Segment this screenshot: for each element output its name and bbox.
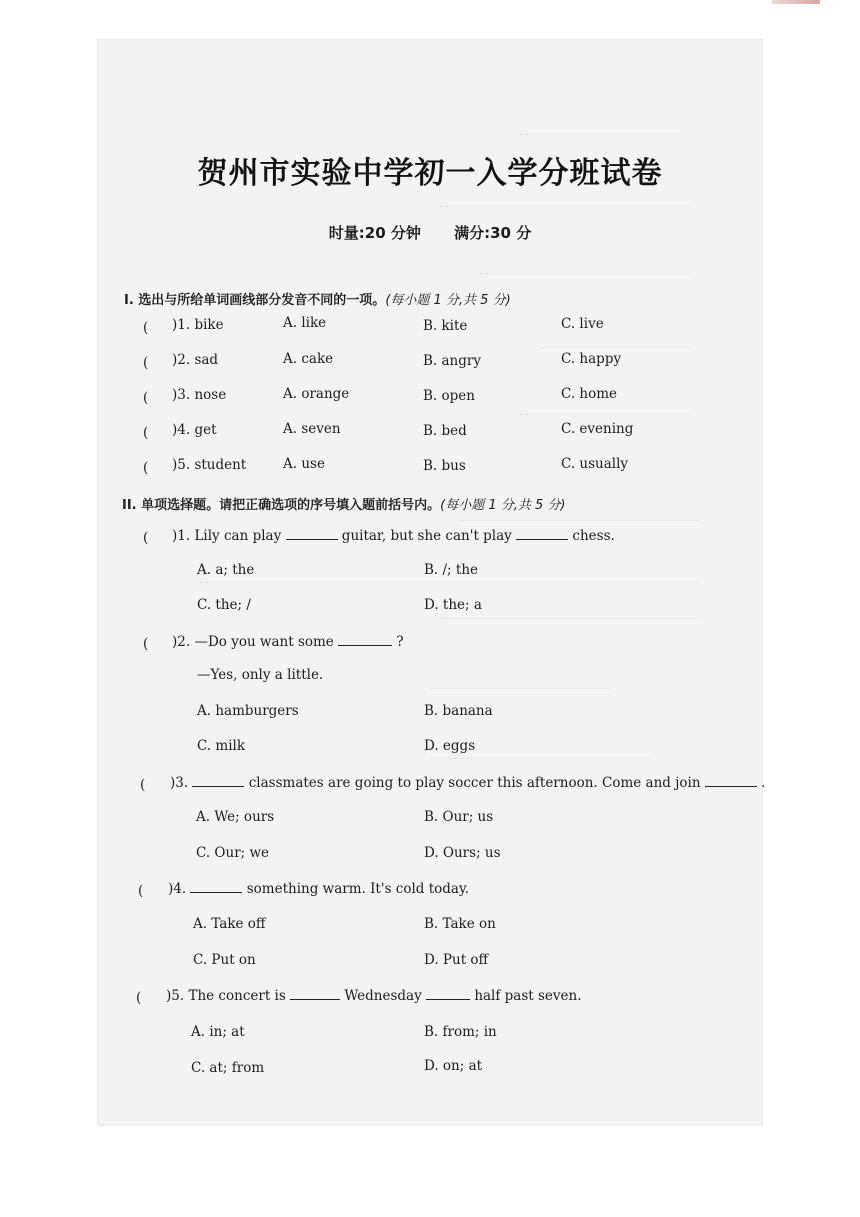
section-2-heading bbox=[122, 494, 566, 513]
exam-meta bbox=[0, 222, 860, 243]
option-b: B. Take on bbox=[424, 916, 496, 932]
answer-blank[interactable] bbox=[192, 774, 244, 787]
stem-text: . bbox=[761, 775, 766, 791]
option-c: C. happy bbox=[561, 351, 622, 367]
stem-text: something warm. It's cold today. bbox=[246, 881, 470, 897]
stem-text: chess. bbox=[572, 528, 615, 544]
option-a: A. hamburgers bbox=[197, 703, 299, 719]
answer-paren: ( bbox=[143, 320, 149, 336]
option-d: D. Put off bbox=[424, 952, 489, 968]
exam-title: 贺州市实验中学初一入学分班试卷 bbox=[197, 156, 663, 191]
option-a: A. use bbox=[283, 456, 325, 472]
question-3-word: )3. nose bbox=[172, 387, 227, 403]
answer-paren: ( bbox=[143, 390, 149, 406]
section-2-note: (每小题 1 分,共 5 分) bbox=[440, 498, 566, 513]
section-1-heading bbox=[124, 289, 511, 308]
option-c: C. the; / bbox=[197, 597, 251, 613]
option-b: B. /; the bbox=[424, 562, 478, 578]
answer-paren: ( bbox=[143, 530, 149, 546]
bleed-through-line bbox=[430, 688, 610, 699]
option-a: A. seven bbox=[283, 421, 341, 437]
answer-blank[interactable] bbox=[290, 987, 340, 1000]
stem-text: —Do you want some bbox=[194, 634, 334, 650]
question-2-word: )2. sad bbox=[172, 352, 219, 368]
option-b: B. angry bbox=[423, 353, 481, 369]
corner-mark bbox=[772, 0, 820, 4]
answer-blank[interactable] bbox=[190, 880, 242, 893]
time-limit: 时量:20 分钟 bbox=[328, 224, 421, 242]
section-1-note: (每小题 1 分,共 5 分) bbox=[385, 293, 511, 308]
answer-paren: ( bbox=[143, 636, 149, 652]
question-number: )2. bbox=[172, 634, 191, 650]
option-c: C. live bbox=[561, 316, 604, 332]
bleed-through-line bbox=[430, 758, 650, 769]
question-5-word: )5. student bbox=[172, 457, 247, 473]
answer-blank[interactable] bbox=[286, 527, 338, 540]
option-b: B. kite bbox=[423, 318, 468, 334]
question-number: )5. bbox=[166, 988, 185, 1004]
option-a: A. Take off bbox=[193, 916, 266, 932]
option-c: C. milk bbox=[197, 738, 246, 754]
option-c: C. usually bbox=[561, 456, 629, 472]
option-d: D. eggs bbox=[424, 738, 476, 754]
option-b: B. bed bbox=[423, 423, 467, 439]
option-b: B. Our; us bbox=[424, 809, 494, 825]
answer-blank[interactable] bbox=[705, 774, 757, 787]
full-score: 满分:30 分 bbox=[454, 224, 532, 242]
stem-text: The concert is bbox=[188, 988, 286, 1004]
option-d: D. Ours; us bbox=[424, 845, 501, 861]
question-2-reply: —Yes, only a little. bbox=[197, 667, 324, 683]
option-c: C. Put on bbox=[193, 952, 256, 968]
question-2-stem bbox=[172, 633, 404, 650]
answer-blank[interactable] bbox=[338, 633, 392, 646]
answer-paren: ( bbox=[138, 883, 144, 899]
question-number: )3. bbox=[170, 775, 189, 791]
bleed-through-line bbox=[200, 582, 700, 593]
stem-text: ? bbox=[396, 634, 404, 650]
option-a: A. We; ours bbox=[196, 809, 275, 825]
option-d: D. the; a bbox=[424, 597, 482, 613]
question-5-stem bbox=[166, 987, 582, 1004]
stem-text: Wednesday bbox=[344, 988, 422, 1004]
stem-text: classmates are going to play soccer this afternoon. Come and join bbox=[248, 775, 701, 791]
bleed-through-line bbox=[520, 134, 680, 145]
bleed-through-line bbox=[440, 618, 700, 629]
bleed-through-line bbox=[480, 273, 690, 284]
question-4-word: )4. get bbox=[172, 422, 217, 438]
answer-paren: ( bbox=[143, 425, 149, 441]
option-c: C. home bbox=[561, 386, 618, 402]
stem-text: half past seven. bbox=[474, 988, 582, 1004]
section-1-title: I. 选出与所给单词画线部分发音不同的一项。 bbox=[124, 293, 386, 308]
option-c: C. at; from bbox=[191, 1060, 265, 1076]
question-3-stem bbox=[170, 774, 765, 791]
option-a: A. like bbox=[283, 315, 327, 331]
option-a: A. a; the bbox=[197, 562, 255, 578]
question-4-stem bbox=[168, 880, 469, 897]
question-number: )4. bbox=[168, 881, 187, 897]
stem-text: Lily can play bbox=[194, 528, 282, 544]
stem-text: guitar, but she can't play bbox=[341, 528, 512, 544]
option-b: B. banana bbox=[424, 703, 493, 719]
option-b: B. open bbox=[423, 388, 475, 404]
option-b: B. from; in bbox=[424, 1024, 497, 1040]
answer-paren: ( bbox=[143, 355, 149, 371]
answer-paren: ( bbox=[140, 777, 146, 793]
answer-paren: ( bbox=[136, 990, 142, 1006]
option-a: A. in; at bbox=[191, 1024, 245, 1040]
bleed-through-line bbox=[440, 206, 690, 217]
answer-paren: ( bbox=[143, 460, 149, 476]
question-number: )1. bbox=[172, 528, 191, 544]
question-1-stem bbox=[172, 527, 615, 544]
option-c: C. Our; we bbox=[196, 845, 270, 861]
option-a: A. cake bbox=[283, 351, 334, 367]
option-c: C. evening bbox=[561, 421, 634, 437]
option-b: B. bus bbox=[423, 458, 466, 474]
answer-blank[interactable] bbox=[516, 527, 568, 540]
section-2-title: II. 单项选择题。请把正确选项的序号填入题前括号内。 bbox=[122, 498, 441, 513]
answer-blank[interactable] bbox=[426, 987, 470, 1000]
option-a: A. orange bbox=[283, 386, 350, 402]
option-d: D. on; at bbox=[424, 1058, 483, 1074]
question-1-word: )1. bike bbox=[172, 317, 224, 333]
